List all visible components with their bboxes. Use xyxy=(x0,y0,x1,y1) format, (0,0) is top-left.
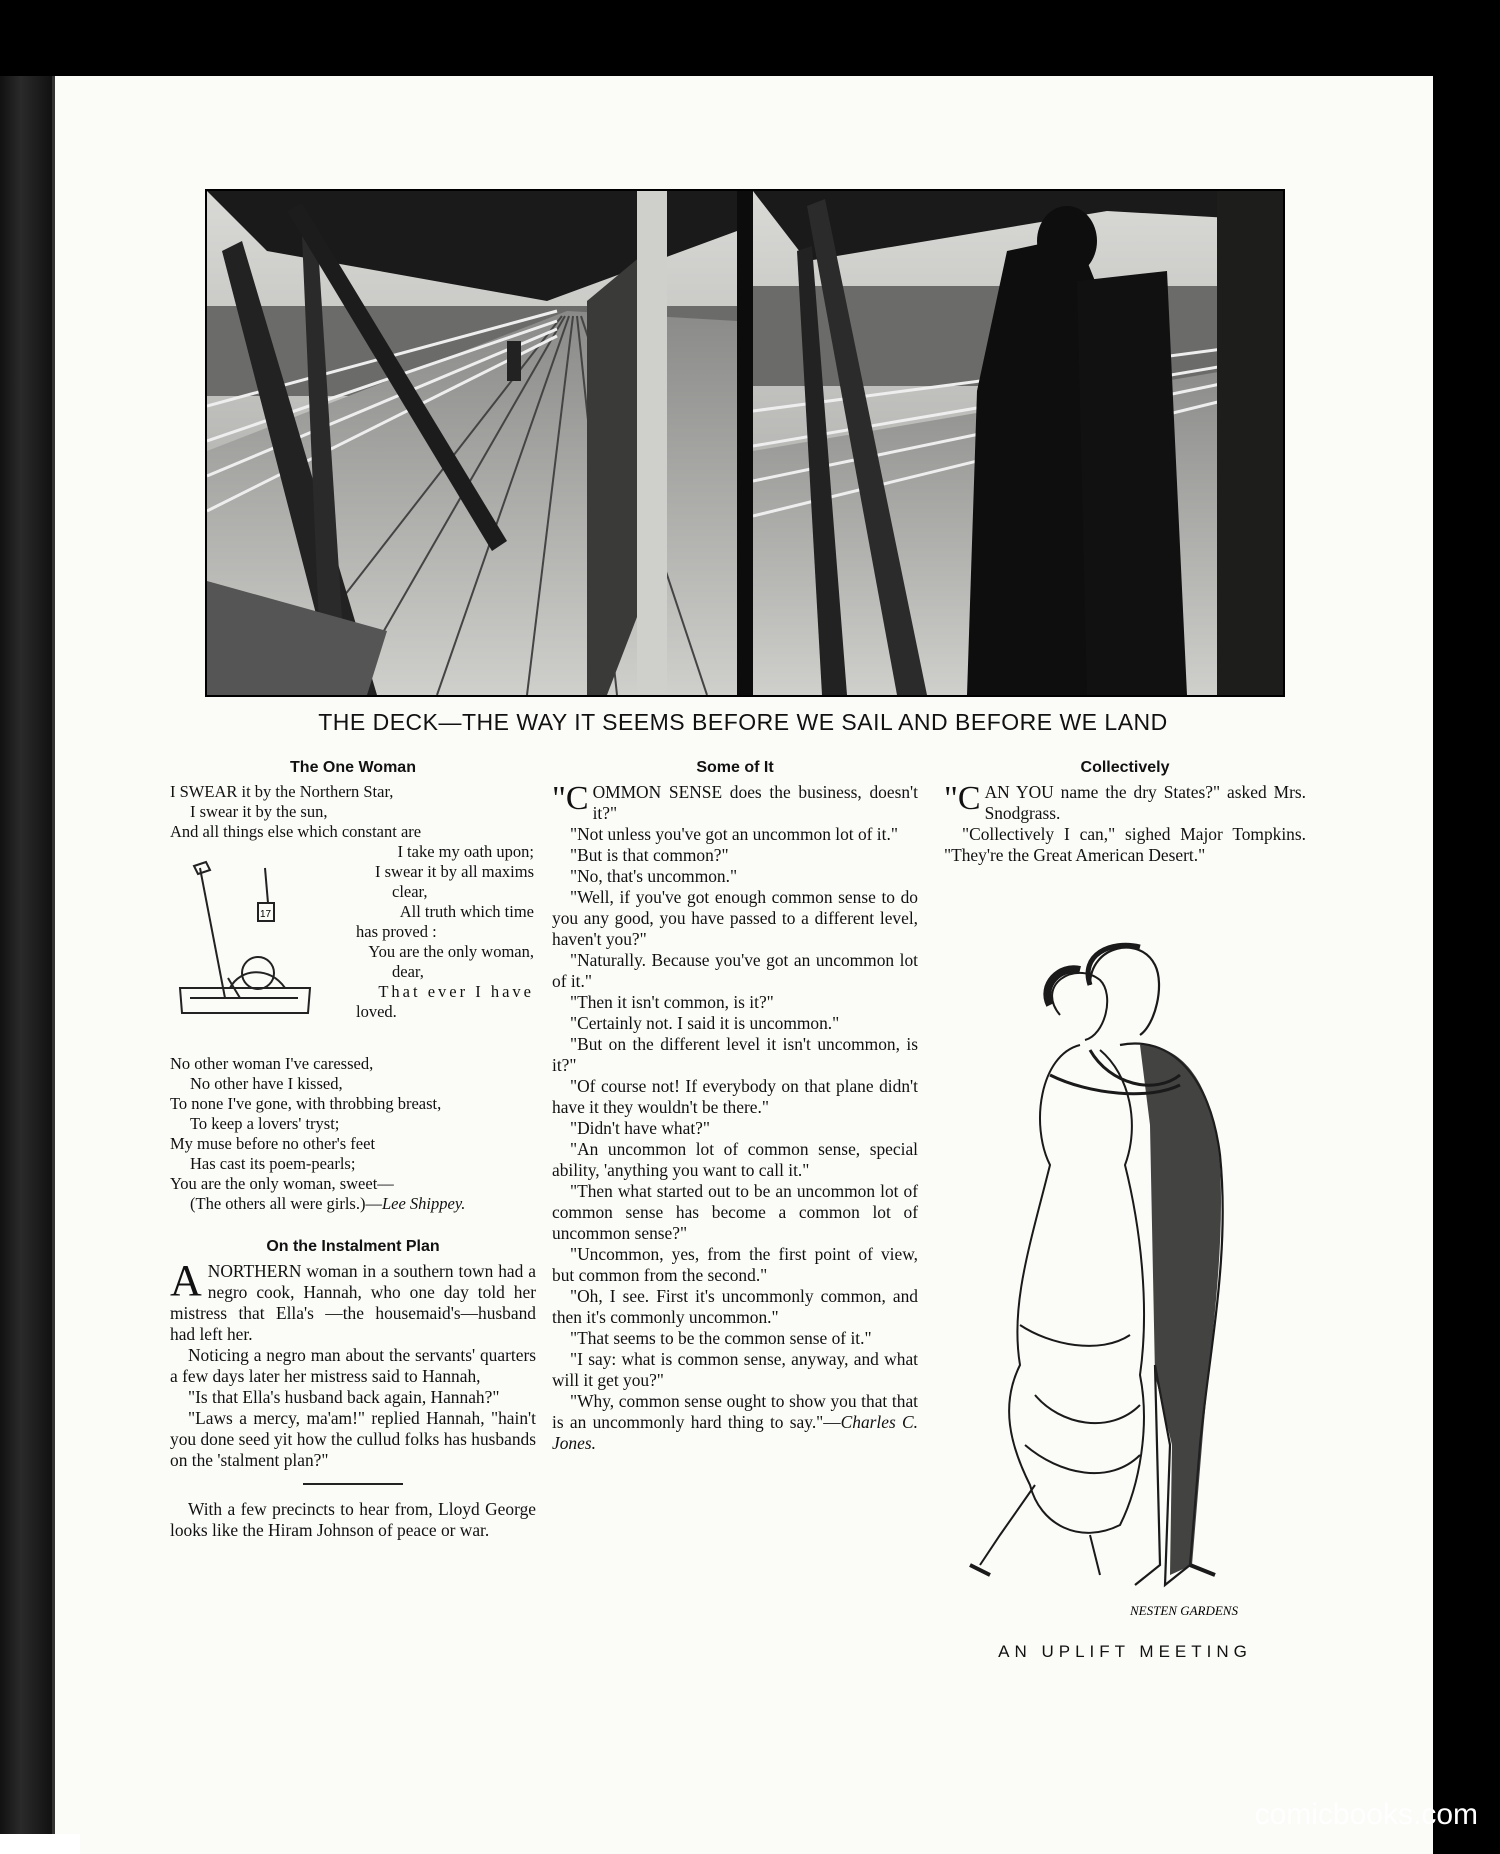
article-paragraph: "Naturally. Because you've got an uncommon lot of it." xyxy=(552,950,918,991)
poem-line: clear, xyxy=(392,882,428,901)
illustration-signature: NESTEN GARDENS xyxy=(1130,1603,1238,1618)
article-paragraph xyxy=(552,782,918,824)
article-paragraph: "But on the different level it isn't uncommon, is it?" xyxy=(552,1034,918,1075)
article-paragraph: "That seems to be the common sense of it." xyxy=(570,1328,872,1348)
article-paragraph: Noticing a negro man about the servants' quarters a few days later her mistress said to Hannah, xyxy=(170,1345,536,1386)
poem-line: I take my oath upon; xyxy=(397,842,534,861)
poem-line: That ever I have xyxy=(378,982,534,1001)
article-title-some-of-it: Some of It xyxy=(696,759,774,776)
article-title-one-woman: The One Woman xyxy=(290,759,416,776)
article-paragraph: "Not unless you've got an uncommon lot of it." xyxy=(570,824,898,844)
poem-line: dear, xyxy=(392,962,424,981)
deck-photo-image xyxy=(207,191,1283,695)
photo-caption: THE DECK—THE WAY IT SEEMS BEFORE WE SAIL AND BEFORE WE LAND xyxy=(318,709,1168,735)
article-paragraph: "Didn't have what?" xyxy=(570,1118,710,1138)
poem-line: To keep a lovers' tryst; xyxy=(190,1114,340,1133)
article-paragraph-text: OMMON SENSE does the business, doesn't it?" xyxy=(592,782,918,823)
article-paragraph: With a few precincts to hear from, Lloyd George looks like the Hiram Johnson of peace or war. xyxy=(170,1499,536,1540)
watermark: comicbooks.com xyxy=(1254,1798,1478,1831)
article-paragraph-text: NORTHERN woman in a southern town had a negro cook, Hannah, who one day told her mistress that Ella's —the housemaid's—husband had left her. xyxy=(170,1261,536,1344)
article-paragraph: "No, that's uncommon." xyxy=(570,866,738,886)
poem-line: No other woman I've caressed, xyxy=(170,1054,374,1073)
poem-line: To none I've gone, with throbbing breast, xyxy=(170,1094,442,1113)
column-2 xyxy=(552,757,918,1454)
article-paragraph: "Then what started out to be an uncommon lot of common sense has become a common lot of uncommon sense?" xyxy=(552,1181,918,1243)
poem-line: has proved : xyxy=(356,922,437,941)
drop-cap: A xyxy=(170,1256,202,1305)
poem-line: And all things else which constant are xyxy=(170,822,422,841)
writer-sketch-illustration xyxy=(170,848,318,1018)
article-paragraph-text: AN YOU name the dry States?" asked Mrs. Snodgrass. xyxy=(984,782,1306,823)
article-title-instalment-plan: On the Instalment Plan xyxy=(266,1238,440,1255)
page-corner-label xyxy=(0,1834,80,1854)
article-paragraph: "Of course not! If everybody on that plane didn't have it they wouldn't be there." xyxy=(552,1076,918,1117)
poem-line: No other have I kissed, xyxy=(190,1074,343,1093)
article-paragraph: "Then it isn't common, is it?" xyxy=(570,992,774,1012)
illustration-caption: AN UPLIFT MEETING xyxy=(998,1642,1252,1661)
poem-line: All truth which time xyxy=(399,902,534,921)
section-divider xyxy=(303,1483,403,1485)
article-paragraph: "An uncommon lot of common sense, special ability, 'anything you want to call it." xyxy=(552,1139,918,1180)
embracing-couple-illustration xyxy=(940,925,1288,1635)
poem-line: I swear it by all maxims xyxy=(374,862,534,881)
article-paragraph: "I say: what is common sense, anyway, and what will it get you?" xyxy=(552,1349,918,1390)
poem-right-column xyxy=(320,842,536,1022)
article-paragraph xyxy=(170,1256,536,1345)
article-title-collectively: Collectively xyxy=(1080,759,1170,776)
article-paragraph: "Oh, I see. First it's uncommonly common, and then it's commonly uncommon." xyxy=(552,1286,918,1327)
article-paragraph: "Is that Ella's husband back again, Hannah?" xyxy=(188,1387,500,1407)
article-paragraph xyxy=(552,1391,918,1454)
deck-photograph xyxy=(205,189,1285,697)
article-paragraph: "Uncommon, yes, from the first point of view, but common from the second." xyxy=(552,1244,918,1285)
drop-cap: "C xyxy=(552,780,589,817)
poem-line: loved. xyxy=(356,1002,397,1021)
poem-last-text: (The others all were girls.)— xyxy=(190,1194,382,1213)
poem-one-woman xyxy=(170,782,536,1214)
poem-line: You are the only woman, xyxy=(368,942,534,961)
article-paragraph: "Certainly not. I said it is uncommon." xyxy=(570,1013,840,1033)
article-paragraph-text: "Why, common sense ought to show you that that is an uncommonly hard thing to say."— xyxy=(552,1391,918,1432)
page-gutter xyxy=(0,76,52,1854)
article-author: Charles C. Jones. xyxy=(552,1412,918,1453)
sketch-label: 17 xyxy=(260,909,272,920)
article-paragraph: "Well, if you've got enough common sense to do you any good, you have passed to a different level, haven't you?" xyxy=(552,887,918,949)
poem-line: I SWEAR it by the Northern Star, xyxy=(170,782,394,801)
poem-line: Has cast its poem-pearls; xyxy=(190,1154,356,1173)
article-paragraph: "Collectively I can," sighed Major Tompkins. "They're the Great American Desert." xyxy=(944,824,1306,865)
article-paragraph: "But is that common?" xyxy=(570,845,729,865)
article-paragraph: "Laws a mercy, ma'am!" replied Hannah, "hain't you done seed yit how the cullud folks has husbands on the 'stalment plan?" xyxy=(170,1408,536,1470)
poem-line: My muse before no other's feet xyxy=(170,1134,376,1153)
column-1 xyxy=(170,757,536,1541)
drop-cap: "C xyxy=(944,780,981,817)
poem-author: Lee Shippey. xyxy=(381,1194,466,1213)
column-3 xyxy=(944,757,1306,866)
article-paragraph xyxy=(944,782,1306,824)
poem-line: I swear it by the sun, xyxy=(190,802,328,821)
poem-with-sketch xyxy=(170,842,536,1054)
poem-line-last xyxy=(170,1194,536,1214)
poem-line: You are the only woman, sweet— xyxy=(170,1174,394,1193)
